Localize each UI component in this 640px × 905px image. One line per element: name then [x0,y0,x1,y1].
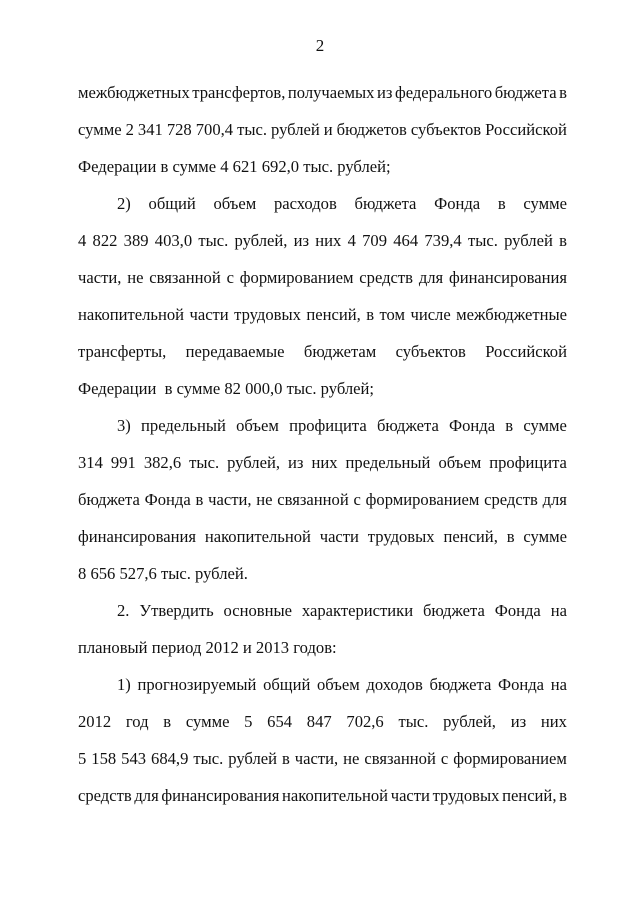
word: части, [78,268,122,287]
word: 382,6 [143,453,182,472]
word: 2) [117,194,131,213]
word: формированием [365,490,480,509]
word: для [134,786,159,805]
word: объем [316,675,360,694]
word: из [288,453,304,472]
text-line: 8 656 527,6 тыс. рублей. [78,564,248,583]
word: объем [213,194,257,213]
word: 2 [125,120,134,139]
word: трудовых [367,527,435,546]
word: рублей [271,120,320,139]
word: федерального [394,83,493,102]
word: Фонда [449,416,496,435]
word: 4 [78,231,87,250]
word: Фонда [434,194,481,213]
word: 464 [393,231,419,250]
word: числе [410,305,451,324]
word: трудовых [234,305,301,324]
word: в [559,786,567,805]
word: 709 [362,231,388,250]
word: 5 [244,712,253,731]
text-line: Федерации в сумме 4 621 692,0 тыс. рублей; [78,157,391,176]
word: бюджета [376,416,439,435]
word: рублей, [234,231,288,250]
text-line: Федерации в сумме 82 000,0 тыс. рублей; [78,379,374,398]
text-line [78,592,567,629]
word: сумме [523,194,567,213]
paragraph-section-2-approve [78,592,567,666]
word: формированием [239,268,354,287]
word: из [510,712,527,731]
word: рублей, [443,712,496,731]
word: 2. [117,601,130,620]
text-line [78,111,567,148]
word: финансирования [78,527,196,546]
word: Российской [485,120,567,139]
text-line [78,185,567,222]
word: тыс. [398,712,429,731]
word: не [127,268,144,287]
word: характеристики [301,601,414,620]
text-line [78,444,567,481]
word: части [189,305,229,324]
word: из [376,83,393,102]
word: формированием [453,749,567,768]
word: для [418,268,444,287]
word: накопительной [78,305,185,324]
word: доходов [366,675,423,694]
word: основные [223,601,293,620]
word: с [226,268,234,287]
word: предельный [345,453,431,472]
word: в [281,749,290,768]
word: трансфертов, [192,83,286,102]
text-line: плановый период 2012 и 2013 годов: [78,638,337,657]
text-line [78,481,567,518]
word: общий [148,194,196,213]
word: общий [263,675,311,694]
word: них [311,453,338,472]
word: том [379,305,406,324]
word: накопительной [282,786,389,805]
word: с [353,490,361,509]
word: части [319,527,359,546]
word: предельный [141,416,226,435]
word: Утвердить [139,601,214,620]
word: пенсий, [443,527,498,546]
word: 4 [347,231,356,250]
word: связанной [364,749,436,768]
word: и [323,120,333,139]
word: межбюджетных [78,83,190,102]
text-line [78,74,567,111]
word: год [125,712,149,731]
word: 543 [121,749,147,768]
word: прогнозируемый [137,675,257,694]
word: пенсий, [502,786,557,805]
text-line [78,518,567,555]
word: 1) [117,675,131,694]
word: 389 [123,231,149,250]
word: накопительной [204,527,311,546]
word: субъектов [395,342,466,361]
word: в [505,416,514,435]
word: связанной [149,268,221,287]
word: сумме [523,527,567,546]
word: с [440,749,449,768]
word: бюджетам [303,342,377,361]
word: сумме [78,120,122,139]
word: Фонда [497,675,545,694]
word: тыс. [467,231,498,250]
text-line [78,296,567,333]
word: трансферты, [78,342,167,361]
word: части, [208,490,252,509]
word: них [315,231,342,250]
paragraph-item-1-revenues-2012 [78,666,567,814]
word: финансирования [449,268,567,287]
word: 2012 [78,712,112,731]
word: тыс. [189,453,220,472]
word: Фонда [144,490,191,509]
word: бюджета [429,675,492,694]
word: в [559,83,567,102]
word: 739,4 [424,231,462,250]
text-line [78,666,567,703]
text-line [78,407,567,444]
word: 991 [110,453,136,472]
text-line [78,222,567,259]
word: бюджета [354,194,417,213]
word: тыс. [198,231,229,250]
text-line [78,703,567,740]
word: рублей, [227,453,280,472]
text-line [78,333,567,370]
word: 403,0 [154,231,193,250]
word: трудовых [432,786,500,805]
word: средств [359,268,413,287]
word: в [506,527,515,546]
word: бюджетов [336,120,407,139]
document-body [78,74,567,814]
word: 5 [78,749,87,768]
word: на [550,601,567,620]
word: 3) [117,416,131,435]
word: части, [294,749,339,768]
word: объем [438,453,482,472]
text-line [78,259,567,296]
word: передаваемые [185,342,285,361]
word: из [293,231,310,250]
word: тыс. [193,749,224,768]
word: рублей [504,231,553,250]
word: не [256,490,273,509]
word: для [542,490,567,509]
word: 341 [137,120,163,139]
word: в [195,490,204,509]
paragraph-item-2-expenses [78,185,567,407]
word: получаемых [287,83,375,102]
word: бюджета [494,83,557,102]
word: сумме [523,416,567,435]
paragraph-continuation [78,74,567,185]
word: 314 [78,453,103,472]
word: бюджета [422,601,485,620]
word: средств [78,786,132,805]
word: в [559,231,567,250]
word: межбюджетные [456,305,567,324]
word: 847 [306,712,332,731]
word: в [366,305,375,324]
word: профицита [289,416,367,435]
word: бюджета [78,490,140,509]
word: на [550,675,567,694]
word: сумме [185,712,230,731]
word: 702,6 [346,712,384,731]
word: 158 [91,749,117,768]
word: тыс. [237,120,268,139]
word: объем [236,416,279,435]
word: в [163,712,172,731]
word: 700,4 [195,120,234,139]
page-number: 2 [315,36,325,55]
word: части [390,786,430,805]
word: профицита [489,453,567,472]
word: Российской [485,342,567,361]
word: связанной [277,490,349,509]
text-line [78,740,567,777]
word: субъектов [410,120,482,139]
word: расходов [273,194,337,213]
word: 822 [92,231,118,250]
word: финансирования [161,786,280,805]
word: Фонда [494,601,541,620]
word: них [540,712,567,731]
word: в [497,194,506,213]
word: средств [484,490,538,509]
paragraph-item-3-surplus [78,407,567,592]
word: 728 [166,120,192,139]
word: рублей [228,749,277,768]
word: 654 [267,712,293,731]
word: не [343,749,360,768]
text-line [78,777,567,814]
word: пенсий, [306,305,361,324]
word: 684,9 [151,749,189,768]
